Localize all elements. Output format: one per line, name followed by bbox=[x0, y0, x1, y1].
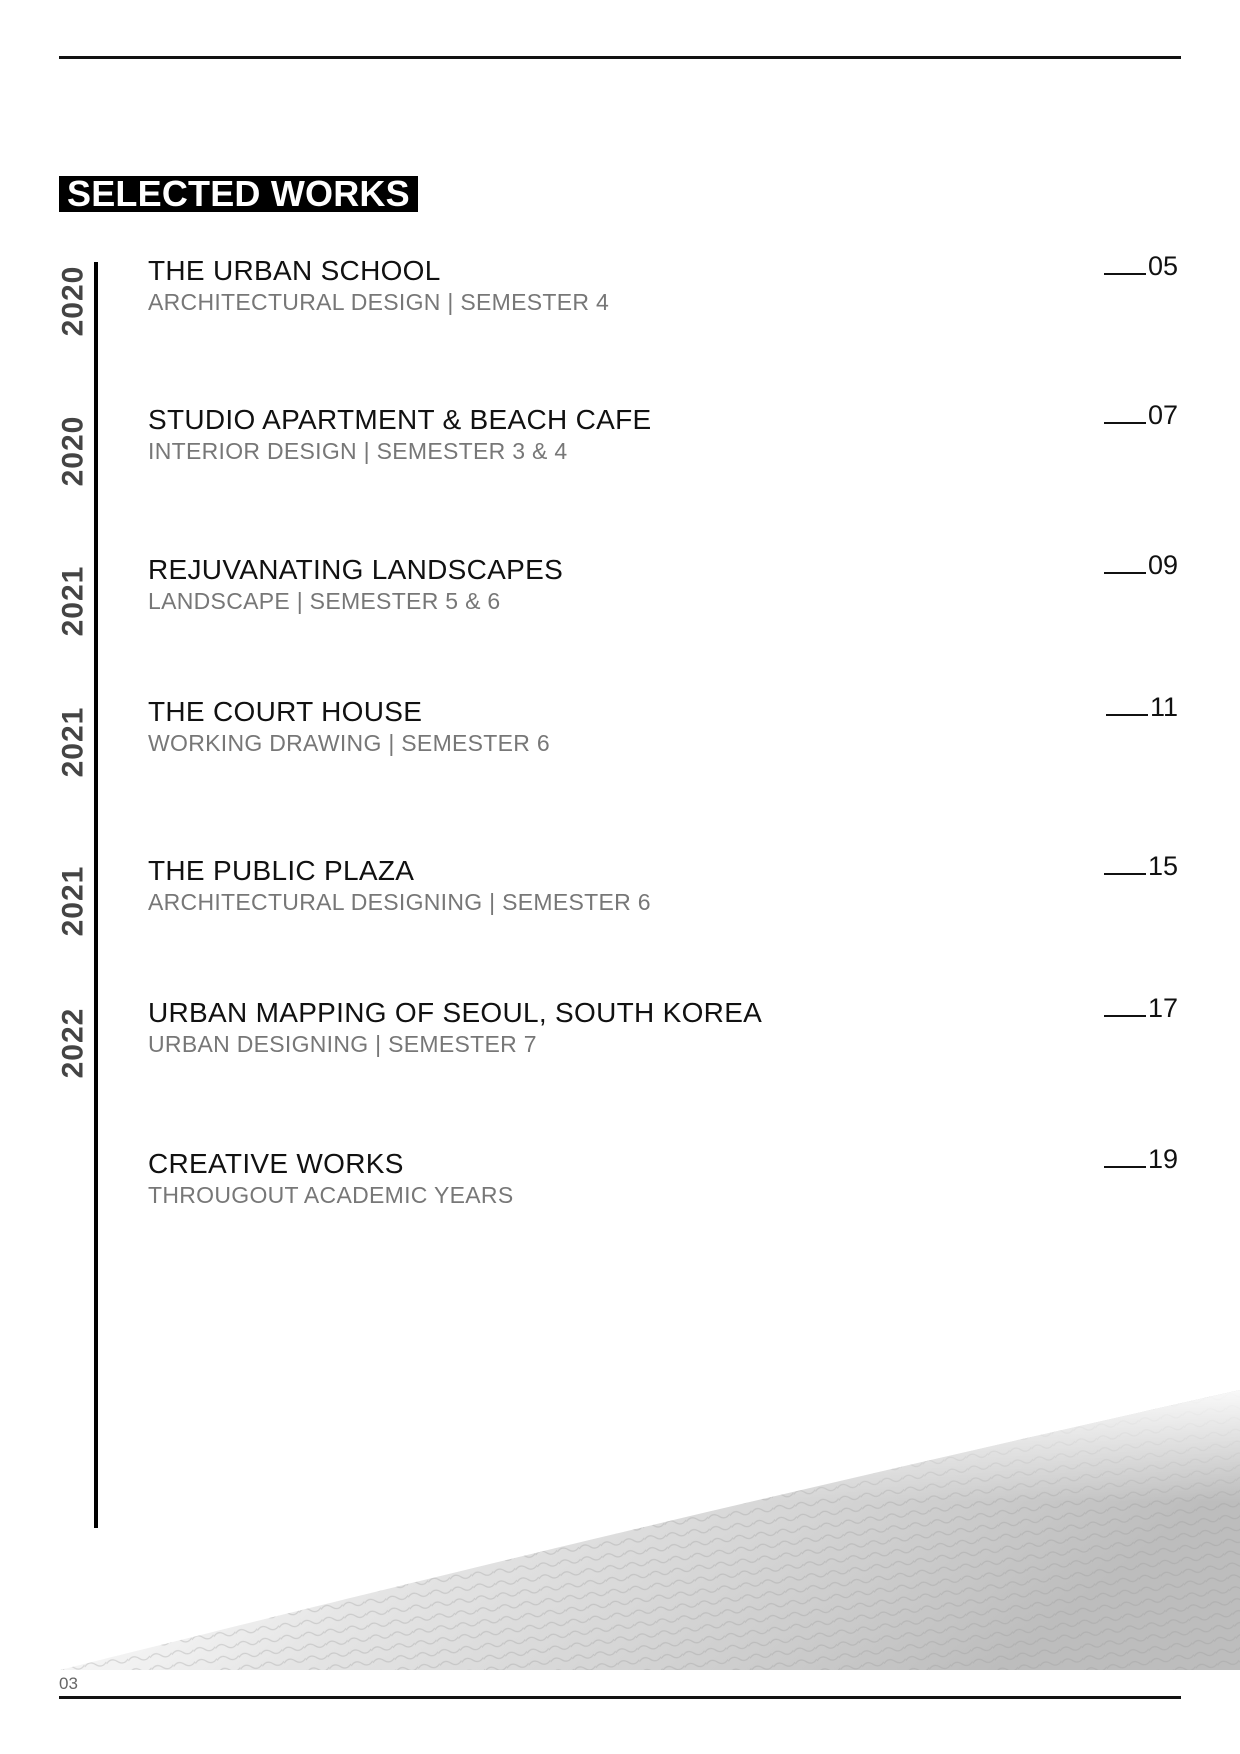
work-title: THE COURT HOUSE bbox=[148, 696, 423, 727]
timeline-line bbox=[94, 262, 98, 1528]
year-label: 2020 bbox=[56, 415, 89, 487]
section-heading: SELECTED WORKS bbox=[59, 176, 418, 212]
page-reference[interactable]: 07 bbox=[1104, 400, 1178, 431]
work-subtitle: ARCHITECTURAL DESIGNING | SEMESTER 6 bbox=[148, 889, 651, 915]
page-reference[interactable]: 11 bbox=[1106, 692, 1178, 723]
work-entry[interactable] bbox=[148, 851, 1178, 917]
work-subtitle: LANDSCAPE | SEMESTER 5 & 6 bbox=[148, 588, 501, 614]
sand-dune-image bbox=[0, 1380, 1240, 1670]
year-label: 2021 bbox=[56, 865, 89, 937]
bottom-rule bbox=[59, 1696, 1181, 1699]
page-number: 03 bbox=[59, 1674, 78, 1693]
page-reference[interactable]: 15 bbox=[1104, 851, 1178, 882]
work-title: THE URBAN SCHOOL bbox=[148, 255, 441, 286]
work-title: REJUVANATING LANDSCAPES bbox=[148, 554, 564, 585]
work-subtitle: INTERIOR DESIGN | SEMESTER 3 & 4 bbox=[148, 438, 568, 464]
work-subtitle: WORKING DRAWING | SEMESTER 6 bbox=[148, 730, 550, 756]
work-title: THE PUBLIC PLAZA bbox=[148, 855, 415, 886]
work-subtitle: ARCHITECTURAL DESIGN | SEMESTER 4 bbox=[148, 289, 610, 315]
top-rule bbox=[59, 56, 1181, 59]
work-entry[interactable] bbox=[148, 251, 1178, 317]
work-entry[interactable] bbox=[148, 550, 1178, 616]
work-entry[interactable] bbox=[148, 1144, 1178, 1210]
page-reference[interactable]: 17 bbox=[1104, 993, 1178, 1024]
year-label: 2021 bbox=[56, 565, 89, 637]
work-title: STUDIO APARTMENT & BEACH CAFE bbox=[148, 404, 652, 435]
year-label: 2022 bbox=[56, 1007, 89, 1079]
work-title: URBAN MAPPING OF SEOUL, SOUTH KOREA bbox=[148, 997, 763, 1028]
year-label: 2021 bbox=[56, 706, 89, 778]
work-subtitle: URBAN DESIGNING | SEMESTER 7 bbox=[148, 1031, 537, 1057]
work-entry[interactable] bbox=[148, 993, 1178, 1059]
page-reference[interactable]: 09 bbox=[1104, 550, 1178, 581]
year-label: 2020 bbox=[56, 265, 89, 337]
work-title: CREATIVE WORKS bbox=[148, 1148, 404, 1179]
work-entry[interactable] bbox=[148, 692, 1178, 758]
work-entry[interactable] bbox=[148, 400, 1178, 466]
page-reference[interactable]: 05 bbox=[1104, 251, 1178, 282]
work-subtitle: THROUGOUT ACADEMIC YEARS bbox=[148, 1182, 514, 1208]
page-reference[interactable]: 19 bbox=[1104, 1144, 1178, 1175]
